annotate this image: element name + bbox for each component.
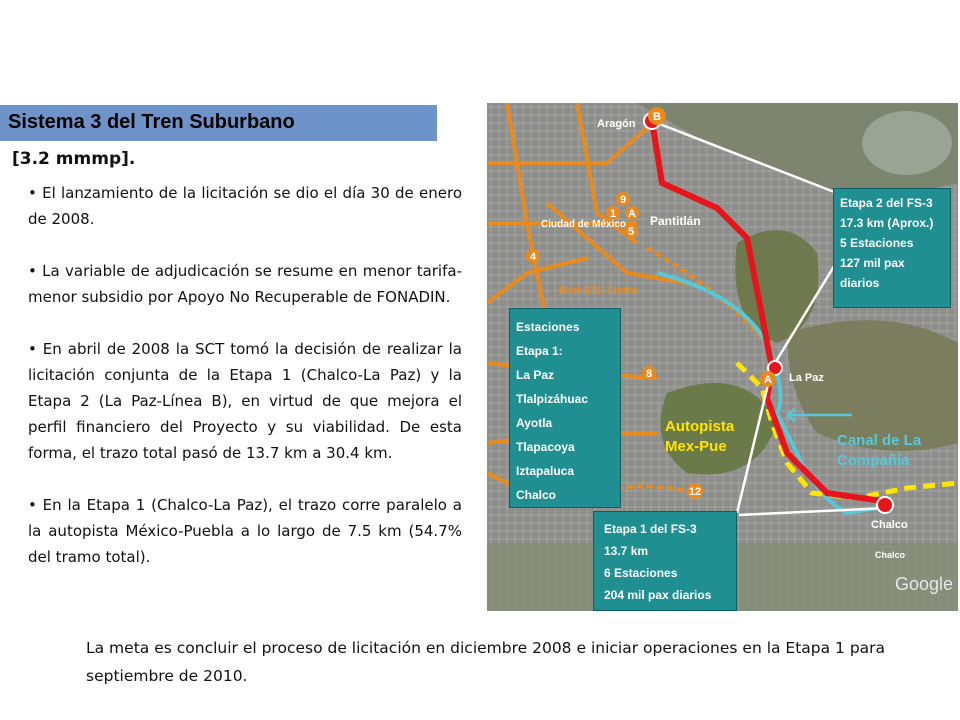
metro-badge-label: B (653, 111, 661, 123)
circular-park (862, 111, 952, 175)
etapa1-line: 13.7 km (604, 544, 649, 558)
estaciones-line: Iztapaluca (516, 464, 575, 478)
estaciones-line: Estaciones (516, 320, 580, 334)
label-autopista-1: Autopista (665, 418, 735, 435)
etapa2-line: 17.3 km (Aprox.) (840, 216, 934, 230)
footer-text: La meta es concluir el proceso de licitación en diciembre 2008 e iniciar operaciones en la Etapa 1 para septiembre de 2010. (86, 639, 886, 685)
etapa2-line: 127 mil pax (840, 256, 905, 270)
label-chalco: Chalco (871, 519, 908, 531)
estaciones-line: Tlalpizáhuac (516, 392, 589, 406)
metro-badge-label: 5 (627, 226, 635, 238)
page-title: Sistema 3 del Tren Suburbano (8, 111, 295, 133)
bullet-item: • En la Etapa 1 (Chalco-La Paz), el trazo corre paralelo a la autopista México-Puebla a lo largo de 7.5 km (54.7% del tramo total). (28, 496, 462, 566)
label-canal-2: Compañía (837, 452, 910, 469)
label-chalco-small: Chalco (875, 550, 906, 560)
etapa2-info-box (833, 188, 951, 308)
estaciones-line: La Paz (516, 368, 555, 382)
estaciones-info-box (509, 308, 621, 508)
estaciones-line: Etapa 1: (516, 344, 563, 358)
bullet-item: • En abril de 2008 la SCT tomó la decisión de realizar la licitación conjunta de la Etapa 1 (Chalco-La Paz) y la Etapa 2 (La Paz-Línea B), en virtud de que mejora el perfil financiero del Proyecto y su viabilidad. De esta forma, el trazo total pasó de 13.7 km a 30.4 km. (28, 340, 462, 462)
etapa2-line: diarios (840, 276, 880, 290)
etapa2-line: 5 Estaciones (840, 236, 914, 250)
label-canal-1: Canal de La (837, 432, 922, 449)
route-map (487, 103, 958, 611)
label-red-metro: Red STC Metro (559, 285, 638, 297)
station-chalco-marker (877, 497, 893, 513)
bullet-item: • La variable de adjudicación se resume en menor tarifa-menor subsidio por Apoyo No Recuperable de FONADIN. (28, 262, 462, 306)
label-ciudad: Ciudad de México (541, 219, 627, 230)
etapa1-line: Etapa 1 del FS-3 (604, 522, 697, 536)
etapa1-info-box (593, 511, 737, 611)
title-bar (0, 105, 437, 141)
bullet-list (28, 180, 462, 596)
etapa1-line: 6 Estaciones (604, 566, 678, 580)
label-aragon: Aragón (597, 118, 636, 130)
metro-badge-label: A (628, 208, 636, 220)
google-watermark: Google (895, 574, 954, 594)
metro-badge-label: 1 (609, 208, 617, 220)
label-autopista-2: Mex-Pue (665, 438, 727, 455)
metro-badge-label: 4 (529, 251, 537, 263)
metro-badge-label: 8 (645, 368, 653, 380)
estaciones-line: Ayotla (516, 416, 553, 430)
page-subtitle: [3.2 mmmp]. (12, 149, 136, 169)
bullet-item: • El lanzamiento de la licitación se dio el día 30 de enero de 2008. (28, 184, 462, 228)
label-pantitlan: Pantitlán (650, 214, 701, 228)
estaciones-line: Tlapacoya (516, 440, 575, 454)
etapa2-line: Etapa 2 del FS-3 (840, 196, 933, 210)
metro-badge-label: A (764, 374, 772, 386)
estaciones-line: Chalco (516, 488, 557, 502)
metro-badge-label: 12 (688, 486, 702, 498)
etapa1-line: 204 mil pax diarios (604, 588, 712, 602)
label-lapaz: La Paz (789, 372, 824, 384)
metro-badge-label: 9 (619, 194, 627, 206)
